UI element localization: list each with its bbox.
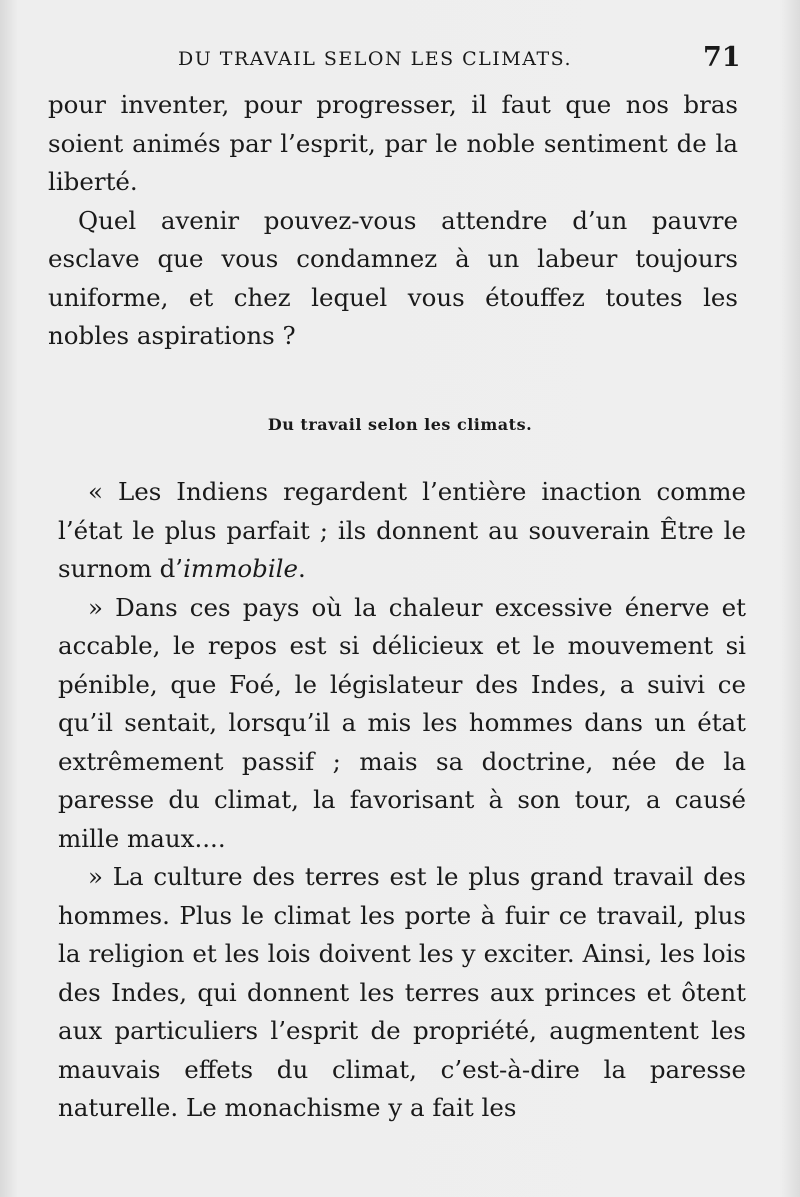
section-heading: Du travail selon les climats. [267, 415, 533, 434]
page-number: 71 [703, 42, 741, 73]
text-block-bottom [58, 473, 746, 1128]
paragraph: » La culture des terres est le plus grand travail des hommes. Plus le climat les porte à fuir ce travail, plus la religion et les lois doivent les y exciter. Ainsi, les lois des Indes, qui donnent les terres aux princes et ôtent aux particuliers l’esprit de propriété, augmentent les mauvais effets du climat, c’est-à-dire la paresse naturelle. Le monachisme y a fait les [58, 862, 746, 1122]
paragraph: pour inventer, pour progresser, il faut que nos bras soient animés par l’esprit, par le noble sentiment de la liberté. [48, 90, 738, 196]
paragraph: » Dans ces pays où la chaleur excessive énerve et accable, le repos est si délicieux et le mouvement si pénible, que Foé, le législateur des Indes, a suivi ce qu’il sentait, lorsqu’il a mis les hommes dans un état extrêmement passif ; mais sa doctrine, née de la paresse du climat, la favorisant à son tour, a causé mille maux.... [58, 592, 746, 853]
paragraph: Quel avenir pouvez-vous attendre d’un pauvre esclave que vous condamnez à un labeur toujours uniforme, et chez lequel vous étouffez toutes les nobles aspirations ? [48, 205, 738, 350]
italic-word: immobile [183, 554, 298, 583]
running-title: DU TRAVAIL SELON LES CLIMATS. [178, 48, 572, 70]
paragraph-tail: . [298, 554, 306, 583]
paragraph-text: « Les Indiens regardent l’entière inaction comme l’état le plus parfait ; ils donnent au souverain Être le surnom d’ [58, 477, 746, 583]
text-block-top [48, 86, 738, 356]
page-header [0, 42, 800, 82]
paragraph [58, 473, 746, 589]
